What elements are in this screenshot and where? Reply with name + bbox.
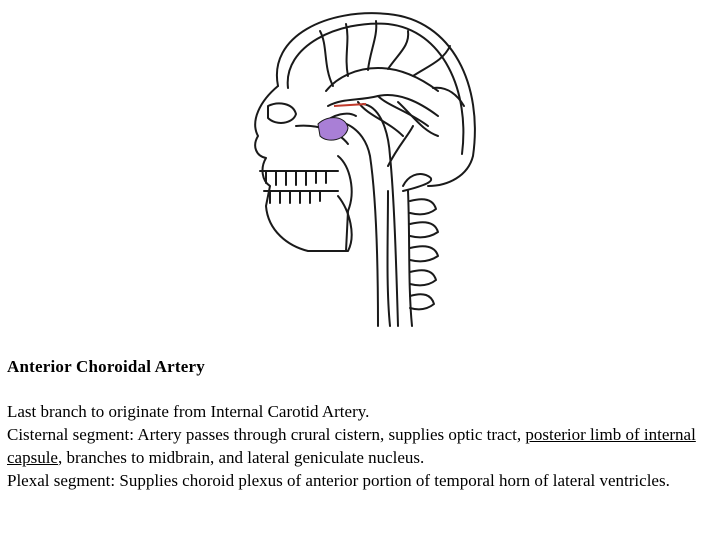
description [7,400,707,492]
head-and-neck-arterial-icon [238,6,488,336]
internal-capsule-link[interactable]: posterior limb of internal capsule [7,425,696,467]
cisternal-text-before: Cisternal segment: Artery passes through crural cistern, supplies optic tract, [7,425,526,444]
plexal-segment: Plexal segment: Supplies choroid plexus of anterior portion of temporal horn of lateral ventricles. [7,471,670,490]
cisternal-segment [7,423,707,469]
page-title: Anterior Choroidal Artery [7,357,205,376]
origin-line: Last branch to originate from Internal Carotid Artery. [7,402,370,421]
cisternal-text-after: , branches to midbrain, and lateral geniculate nucleus. [57,448,425,467]
anatomy-figure [238,6,488,336]
